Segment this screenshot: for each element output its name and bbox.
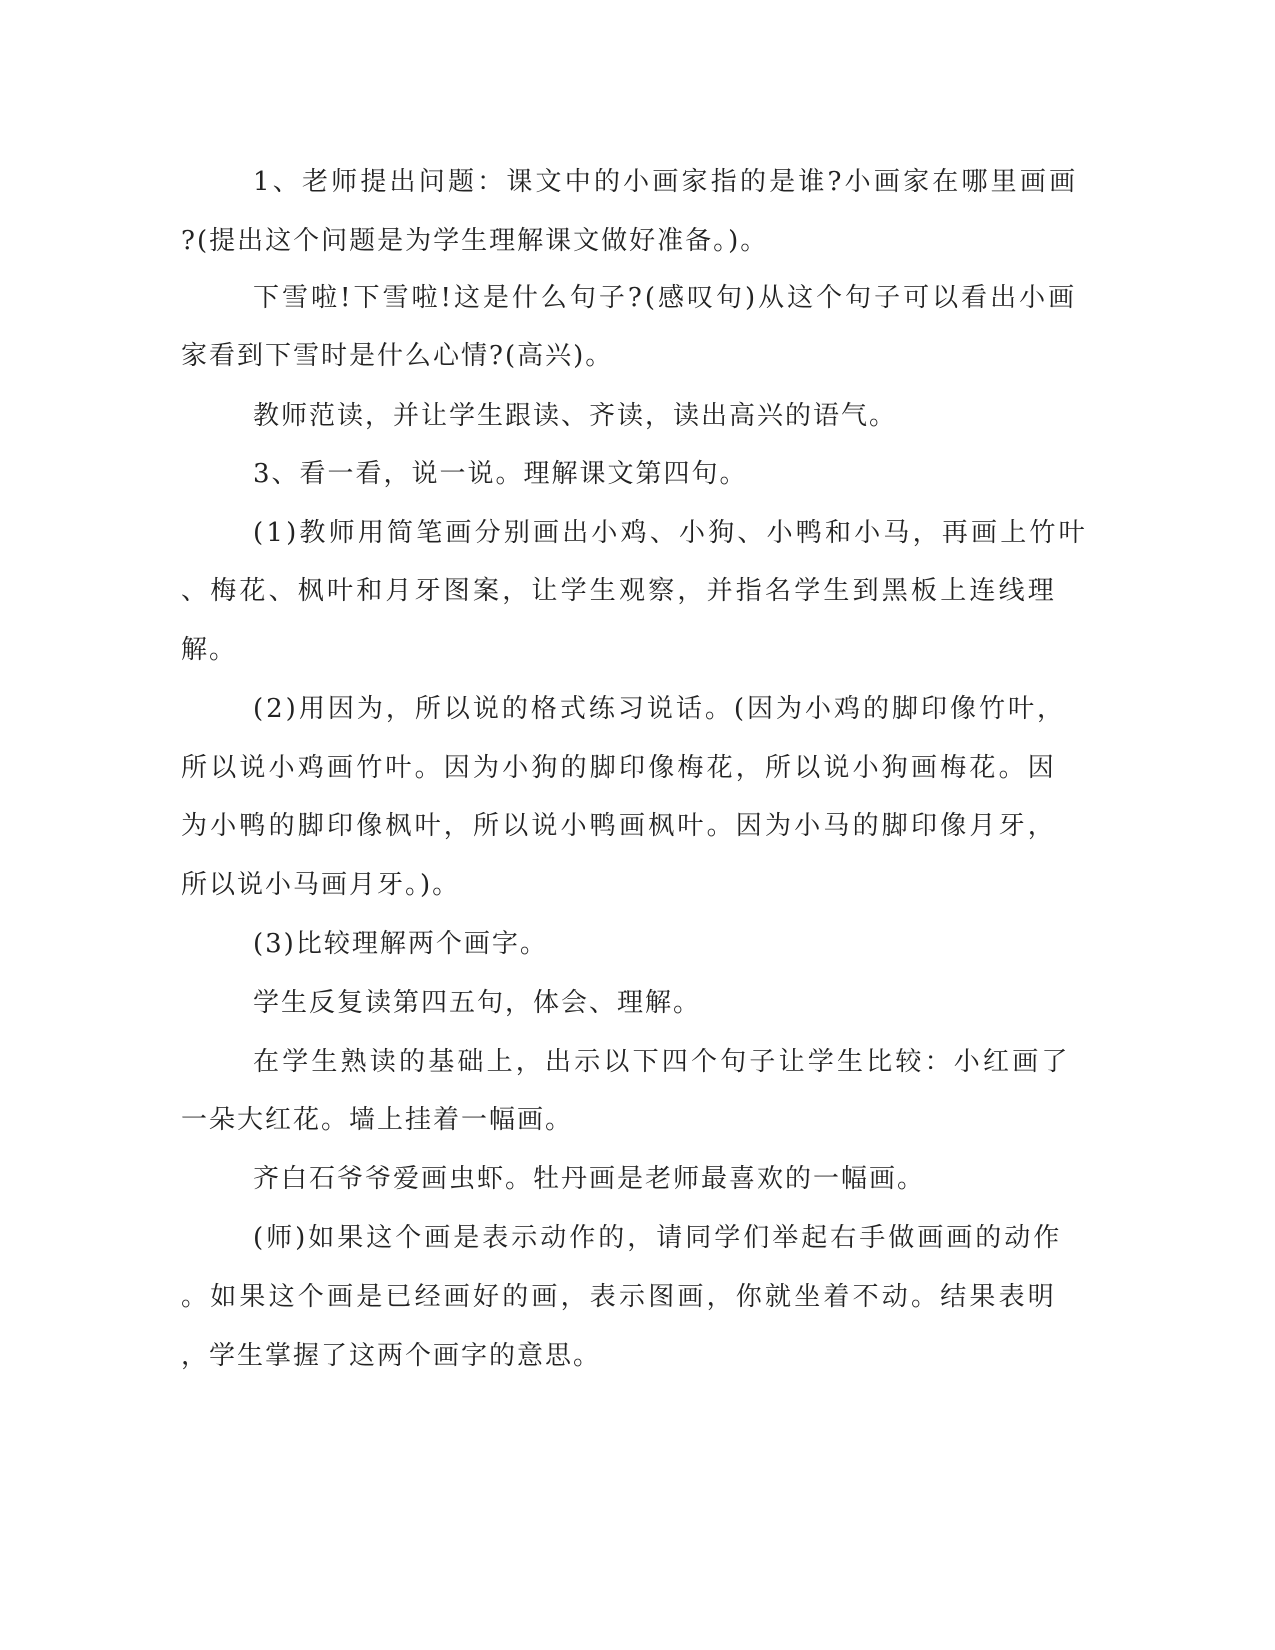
text-line: 教师范读，并让学生跟读、齐读，读出高兴的语气。 — [253, 401, 898, 431]
text-line: 下雪啦!下雪啦!这是什么句子?(感叹句)从这个句子可以看出小画 — [253, 283, 1078, 313]
text-line: (1)教师用简笔画分别画出小鸡、小狗、小鸭和小马，再画上竹叶 — [253, 518, 1088, 548]
text-line: 齐白石爷爷爱画虫虾。牡丹画是老师最喜欢的一幅画。 — [253, 1164, 926, 1194]
text-line: ?(提出这个问题是为学生理解课文做好准备。)。 — [181, 226, 769, 256]
text-line: 为小鸭的脚印像枫叶，所以说小鸭画枫叶。因为小马的脚印像月牙， — [181, 811, 1058, 841]
text-line: 1、老师提出问题：课文中的小画家指的是谁?小画家在哪里画画 — [253, 167, 1079, 197]
text-line: 所以说小鸡画竹叶。因为小狗的脚印像梅花，所以说小狗画梅花。因 — [181, 753, 1058, 783]
text-line: (师)如果这个画是表示动作的，请同学们举起右手做画画的动作 — [253, 1223, 1063, 1253]
text-line: 、梅花、枫叶和月牙图案，让学生观察，并指名学生到黑板上连线理 — [181, 576, 1058, 606]
text-line: (2)用因为，所以说的格式练习说话。(因为小鸡的脚印像竹叶， — [253, 694, 1066, 724]
text-line: 学生反复读第四五句，体会、理解。 — [253, 988, 702, 1018]
text-line: 在学生熟读的基础上，出示以下四个句子让学生比较：小红画了 — [253, 1047, 1071, 1077]
text-line: ，学生掌握了这两个画字的意思。 — [181, 1341, 602, 1371]
text-line: (3)比较理解两个画字。 — [253, 929, 548, 959]
text-line: 3、看一看，说一说。理解课文第四句。 — [253, 459, 748, 489]
text-line: 一朵大红花。墙上挂着一幅画。 — [181, 1105, 574, 1135]
text-line: 所以说小马画月牙。)。 — [181, 870, 461, 900]
text-line: 解。 — [181, 635, 238, 665]
text-line: 家看到下雪时是什么心情?(高兴)。 — [181, 341, 614, 371]
text-line: 。如果这个画是已经画好的画，表示图画，你就坐着不动。结果表明 — [181, 1282, 1058, 1312]
